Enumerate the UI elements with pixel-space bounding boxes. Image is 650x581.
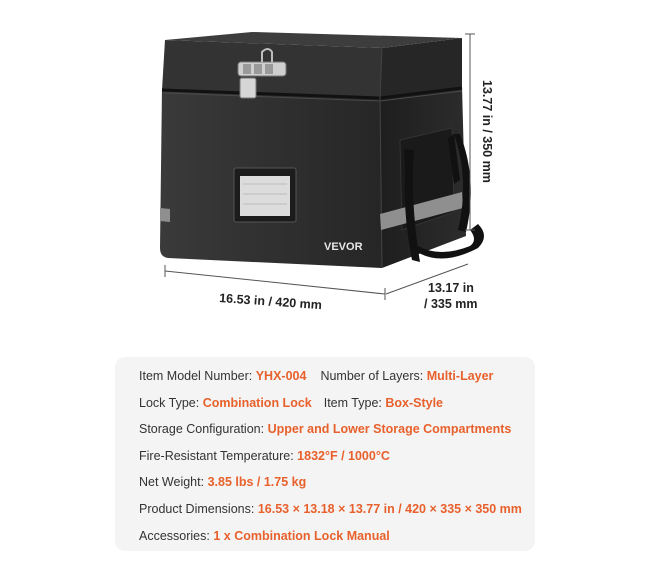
spec-row-lock-type bbox=[139, 390, 535, 417]
spec-label-storage: Storage Configuration: bbox=[139, 422, 268, 437]
reflective-strip-front bbox=[160, 208, 170, 222]
spec-value-weight: 3.85 lbs / 1.75 kg bbox=[207, 475, 307, 490]
spec-label-layers: Number of Layers: bbox=[320, 369, 427, 383]
spec-label-model: Item Model Number: bbox=[139, 369, 256, 383]
spec-label-product-dims: Product Dimensions: bbox=[139, 501, 258, 516]
fireproof-bag bbox=[160, 32, 466, 268]
width-label: 16.53 in / 420 mm bbox=[218, 291, 323, 313]
height-label: 13.77 in / 350 mm bbox=[480, 80, 494, 183]
spec-row-fire bbox=[139, 443, 535, 470]
spec-value-product-dims: 16.53 × 13.18 × 13.77 in / 420 × 335 × 350 mm bbox=[257, 501, 522, 516]
depth-dimension bbox=[386, 264, 478, 311]
spec-row-model-layers bbox=[139, 363, 535, 390]
spec-value-item-type: Box-Style bbox=[385, 395, 443, 410]
spec-row-product-dims bbox=[139, 496, 535, 523]
spec-label-weight: Net Weight: bbox=[139, 475, 208, 490]
id-card-holder bbox=[234, 168, 296, 222]
spec-row-accessories bbox=[139, 523, 535, 550]
spec-value-lock-type: Combination Lock bbox=[202, 395, 312, 410]
spec-label-item-type: Item Type: bbox=[323, 395, 386, 410]
spec-value-accessories: 1 x Combination Lock Manual bbox=[213, 528, 390, 543]
spec-value-layers: Multi-Layer bbox=[426, 369, 494, 383]
spec-label-lock-type: Lock Type: bbox=[139, 395, 203, 410]
depth-label-line1: 13.17 in bbox=[428, 281, 474, 295]
brand-logo: VEVOR bbox=[324, 241, 363, 253]
spec-label-fire: Fire-Resistant Temperature: bbox=[139, 448, 298, 463]
spec-value-fire: 1832°F / 1000°C bbox=[297, 448, 390, 463]
spec-row-weight bbox=[139, 469, 535, 496]
spec-value-storage: Upper and Lower Storage Compartments bbox=[267, 422, 512, 437]
spec-row-storage bbox=[139, 416, 535, 443]
spec-value-model: YHX-004 bbox=[255, 369, 307, 383]
spec-label-accessories: Accessories: bbox=[139, 528, 214, 543]
depth-label-line2: / 335 mm bbox=[424, 297, 478, 311]
spec-panel bbox=[115, 357, 535, 551]
width-dimension bbox=[165, 265, 385, 312]
